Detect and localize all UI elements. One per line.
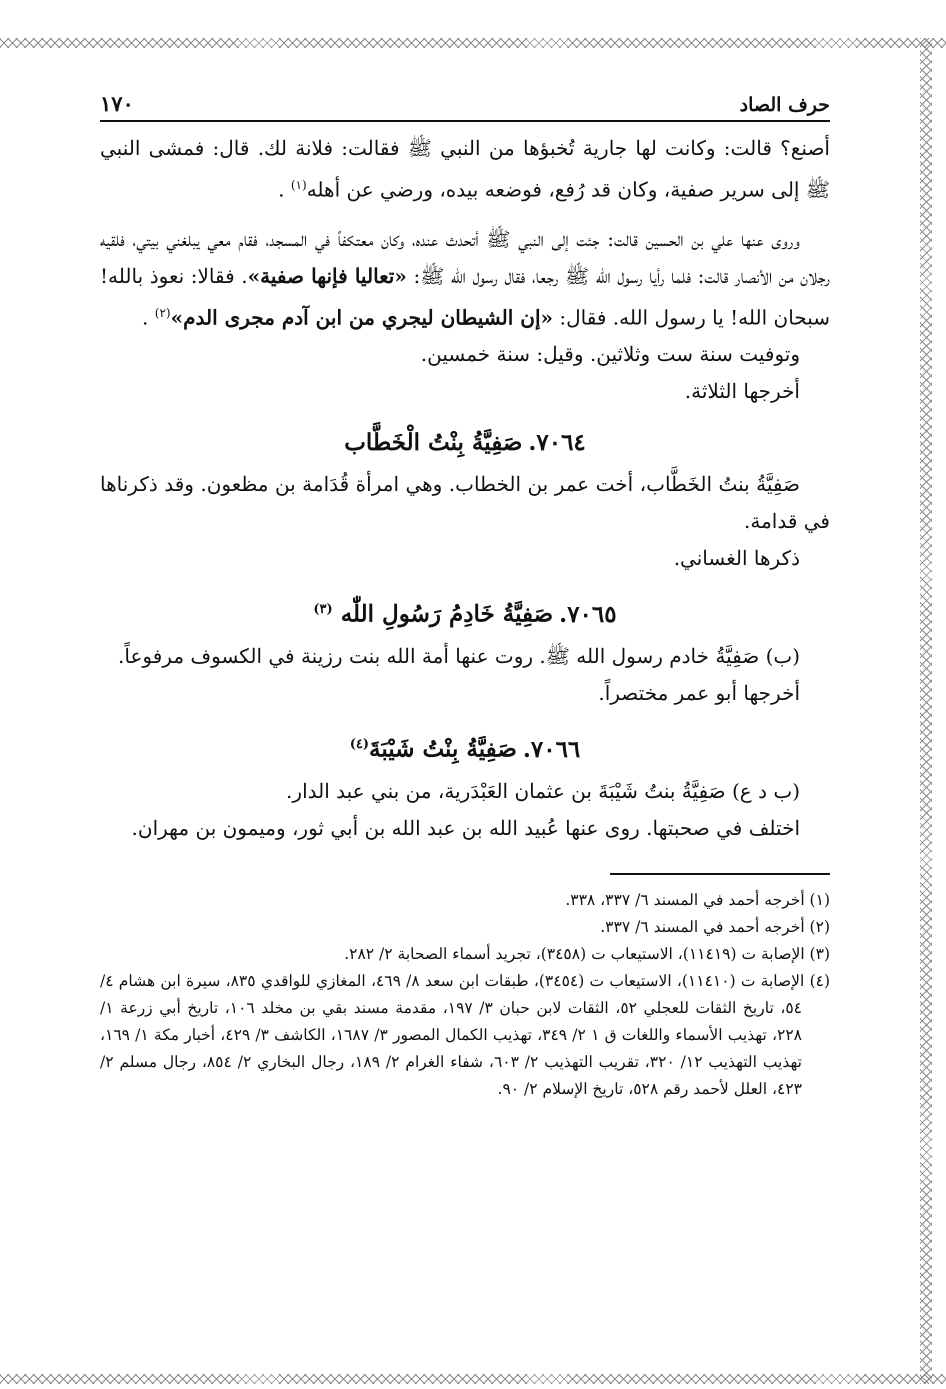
entry-heading-7064 — [100, 426, 830, 460]
paragraph-6: ذكرها الغساني. — [673, 546, 800, 571]
entry-number: ٧٠٦٤. — [528, 429, 586, 457]
quote-1: «تعاليا فإنها صفية» — [247, 263, 407, 288]
entry-title: صَفِيَّةُ بِنْتُ الْخَطَّاب — [344, 429, 523, 457]
paragraph-2: وروى عنها علي بن الحسين قالت: جئت إلى النبي ﷺ أتحدث عنده، وكان معتكفاً في المسجد، فقام معي يبلغني بيتي، فلقيه رجلان من الأنصار قالت: فلما رأيا رسول الله ﷺ رجعا، فقال رسول الله ﷺ: «تعاليا فإنها صفية». فقالا: نعوذ بالله! سبحان الله! يا رسول الله. فقال: «إن الشيطان ليجري من ابن آدم مجرى الدم»$^{(٢)}$ . — [100, 226, 830, 330]
footnotes — [100, 887, 830, 1103]
paragraph-7: (ب) صَفِيَّةُ خادم رسول الله ﷺ. روت عنها أمة الله بنت رزينة في الكسوف مرفوعاً. — [118, 643, 800, 668]
entry-title: صَفِيَّةُ بِنْتُ شَيْبَةَ — [368, 735, 517, 763]
paragraph-3: وتوفيت سنة ست وثلاثين. وقيل: سنة خمسين. — [420, 342, 800, 367]
entry-title: صَفِيَّةُ خَادِمُ رَسُولِ اللّٰه — [340, 600, 554, 628]
entry-number: ٧٠٦٦. — [522, 735, 581, 763]
paragraph-2-text: وروى عنها علي بن الحسين قالت: جئت إلى النبي ﷺ أتحدث عنده، وكان معتكفاً في المسجد، فقام معي يبلغني بيتي، فلقيه رجلان من الأنصار قالت: فلما رأيا رسول الله ﷺ رجعا، فقال رسول الله ﷺ: — [100, 226, 830, 288]
quote-2: «إن الشيطان ليجري من ابن آدم مجرى الدم» — [170, 305, 553, 330]
page-number: ١٧٠ — [100, 91, 134, 116]
paragraph-1: أصنع؟ قالت: وكانت لها جارية تُخبؤها من النبي ﷺ فقالت: فلانة لك. قال: فمشى النبي ﷺ إلى سرير صفية، وكان قد رُفع، فوضعه بيده، ورضي عن أهله$^{(١)}$ . — [100, 136, 830, 202]
paragraph-5: صَفِيَّةُ بنتُ الخَطَّاب، أخت عمر بن الخطاب. وهي امرأة قُدَامة بن مظعون. وقد ذكرناها في قدامة. — [100, 472, 830, 534]
footnote-ref-2[interactable]: (٢) — [154, 305, 171, 320]
entry-number: ٧٠٦٥. — [559, 600, 617, 628]
entry-heading-7065 — [100, 593, 830, 632]
section-title: حرف الصاد — [739, 94, 830, 116]
paragraph-10: اختلف في صحبتها. روى عنها عُبيد الله بن عبد الله بن أبي ثور، وميمون بن مهران. — [131, 815, 800, 840]
footnote-ref-4[interactable]: (٤) — [349, 736, 369, 752]
document-page — [100, 80, 830, 1103]
footnote-divider — [610, 873, 830, 875]
footnote-4: (٤) الإصابة ت (١١٤١٠)، الاستيعاب ت (٣٤٥٤)، طبقات ابن سعد ٨/ ٤٦٩، المغازي للواقدي ٨٣٥، سيرة ابن هشام ٤/ ٥٤، تاريخ الثقات للعجلي ٥٢، الثقات لابن حبان ٣/ ١٩٧، مقدمة مسند بقي بن مخلد ١٠٦، تاريخ أبي زرعة ١/ ٢٢٨، تهذيب الأسماء واللغات ق ١ ٢/ ٣٤٩، تهذيب الكمال المصور ٣/ ١٦٨٧، الكاشف ٣/ ٤٢٩، أخبار مكة ١/ ١٦٩، تهذيب التهذيب ١٢/ ٣٢٠، تقريب التهذيب ٢/ ٦٠٣، شفاء الغرام ٢/ ١٨٩، رجال البخاري ٢/ ٨٥٤، رجال مسلم ٢/ ٤٢٣، العلل لأحمد رقم ٥٢٨، تاريخ الإسلام ٢/ ٩٠. — [100, 971, 831, 1098]
paragraph-8: أخرجها أبو عمر مختصراً. — [598, 680, 800, 705]
page-border-top — [0, 38, 946, 48]
page-border-right — [920, 38, 932, 1384]
paragraph-9: (ب د ع) صَفِيَّةُ بنتُ شَيْبَةَ بن عثمان العَبْدَرية، من بني عبد الدار. — [286, 778, 800, 803]
footnote-ref-1[interactable]: (١) — [290, 178, 307, 192]
page-border-bottom — [0, 1374, 946, 1384]
paragraph-2-mid: . فقالا: نعوذ بالله! سبحان الله! يا رسول الله. فقال: — [100, 263, 830, 330]
footnote-1: (١) أخرجه أحمد في المسند ٦/ ٣٣٧، ٣٣٨. — [565, 890, 830, 909]
footnote-3: (٣) الإصابة ت (١١٤١٩)، الاستيعاب ت (٣٤٥٨)، تجريد أسماء الصحابة ٢/ ٢٨٢. — [344, 944, 830, 963]
running-header — [100, 80, 830, 122]
entry-heading-7066 — [100, 728, 830, 767]
paragraph-1-text: أصنع؟ قالت: وكانت لها جارية تُخبؤها من النبي ﷺ فقالت: فلانة لك. قال: فمشى النبي ﷺ إلى سرير صفية، وكان قد رُفع، فوضعه بيده، ورضي عن أهله — [100, 136, 830, 202]
footnote-ref-3[interactable]: (٣) — [313, 602, 333, 618]
paragraph-4: أخرجها الثلاثة. — [684, 379, 800, 404]
footnote-2: (٢) أخرجه أحمد في المسند ٦/ ٣٣٧. — [600, 917, 830, 936]
